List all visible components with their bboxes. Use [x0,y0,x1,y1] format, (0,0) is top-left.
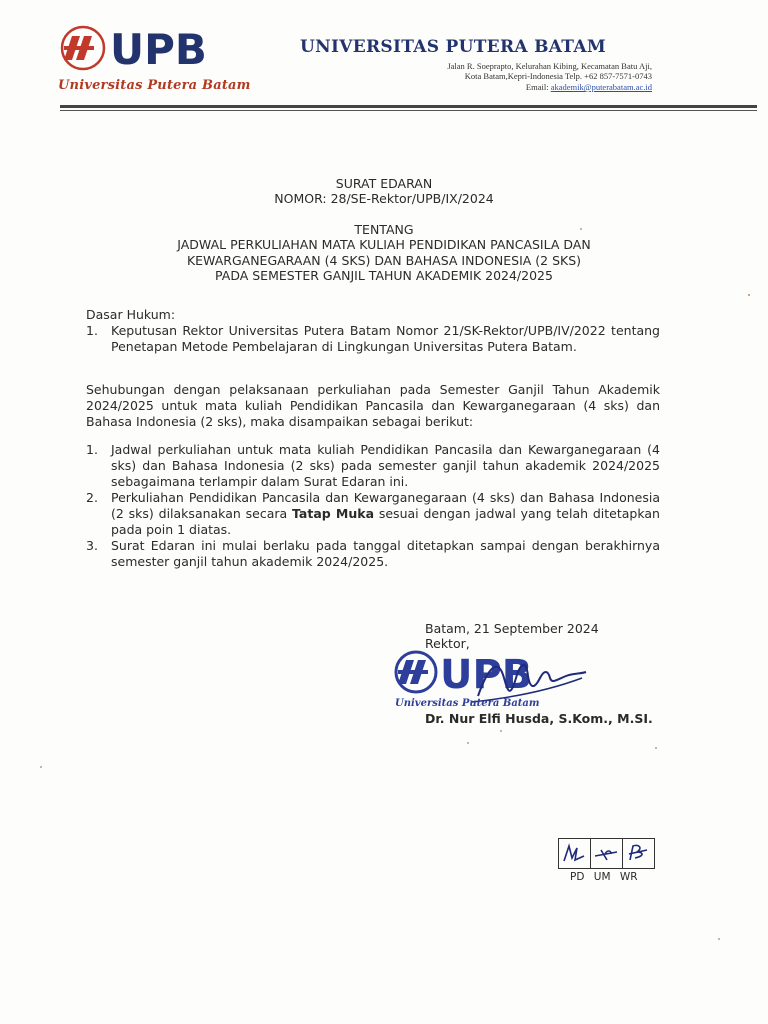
email-line [322,82,652,92]
scan-speck [467,742,469,744]
list-item [86,442,660,490]
initial-label-wr: WR [619,871,638,883]
list-number: 1. [86,442,98,457]
signatory-name: Dr. Nur Elfi Husda, S.Kom., M.SI. [425,711,653,726]
email-link[interactable]: akademik@puterabatam.ac.id [550,82,652,92]
list-number: 2. [86,490,98,505]
address-line-2: Kota Batam,Kepri-Indonesia Telp. +62 857-7571-0743 [464,71,652,81]
subject-line-1: JADWAL PERKULIAHAN MATA KULIAH PENDIDIKAN PANCASILA DAN [177,237,591,252]
list-text: Jadwal perkuliahan untuk mata kuliah Pendidikan Pancasila dan Kewarganegaraan (4 sks) dan Bahasa Indonesia (2 sks) pada semester ganjil tahun akademik 2024/2025 sebagaimana terlampir dalam Surat Edaran ini. [111,442,660,489]
svg-text:UPB: UPB [110,25,207,74]
address-line-1: Jalan R. Soeprapto, Kelurahan Kibing, Kecamatan Batu Aji, [447,61,652,71]
initial-label-pd: PD [570,871,585,883]
scan-speck [718,938,720,940]
list-text-bold: Tatap Muka [292,506,375,521]
list-item [86,490,660,538]
scan-speck [580,228,582,230]
subject-line-3: PADA SEMESTER GANJIL TAHUN AKADEMIK 2024/2025 [215,268,553,283]
points-list [86,442,660,570]
initial-label-um: UM [593,871,611,883]
list-number: 1. [86,323,98,338]
email-label: Email: [525,82,549,92]
subject-line-2: KEWARGANEGARAAN (4 SKS) DAN BAHASA INDONESIA (2 SKS) [186,253,582,268]
initial-mark-wr [625,842,651,864]
initials-labels [570,871,644,883]
header-rule-thick [60,105,757,108]
scan-speck [500,730,502,732]
list-number: 3. [86,538,98,553]
header-rule-thin [60,110,757,111]
initial-cell-pd [559,839,591,868]
list-text: Keputusan Rektor Universitas Putera Batam Nomor 21/SK-Rektor/UPB/IV/2022 tentang Penetapan Metode Pembelajaran di Lingkungan Universitas Putera Batam. [111,323,660,354]
scan-speck [748,294,750,296]
initial-mark-pd [561,842,587,864]
scan-speck [655,747,657,749]
signature-role: Rektor, [425,636,470,651]
list-text-after: sesuai dengan jadwal yang telah ditetapkan pada poin 1 diatas. [111,506,660,537]
scan-speck [40,766,42,768]
document-number: NOMOR: 28/SE-Rektor/UPB/IX/2024 [274,191,494,206]
svg-text:UPB: UPB [440,652,533,698]
initial-mark-um [593,842,619,864]
list-text-before: Perkuliahan Pendidikan Pancasila dan Kewarganegaraan (4 sks) dan Bahasa Indonesia (2 sks) dilaksanakan secara [111,490,660,521]
document-type: SURAT EDARAN [335,176,433,191]
logo-caption: Universitas Putera Batam [58,78,251,93]
legal-basis-label: Dasar Hukum: [86,307,176,322]
signature-place-date: Batam, 21 September 2024 [425,621,599,636]
legal-basis-list [86,323,660,355]
list-text: Surat Edaran ini mulai berlaku pada tanggal ditetapkan sampai dengan berakhirnya semester ganjil tahun akademik 2024/2025. [111,538,660,569]
about-label: TENTANG [354,222,414,237]
list-item [86,538,660,570]
stamp-caption: Universitas Putera Batam [395,698,540,709]
initials-box [558,838,655,869]
university-name: UNIVERSITAS PUTERA BATAM [300,37,606,57]
initial-cell-wr [623,839,654,868]
intro-paragraph: Sehubungan dengan pelaksanaan perkuliahan pada Semester Ganjil Tahun Akademik 2024/2025 untuk mata kuliah Pendidikan Pancasila dan Kewarganegaraan (4 sks) dan Bahasa Indonesia (2 sks), maka disampaikan sebagai berikut: [86,382,660,429]
initial-cell-um [591,839,623,868]
list-item [86,323,660,355]
